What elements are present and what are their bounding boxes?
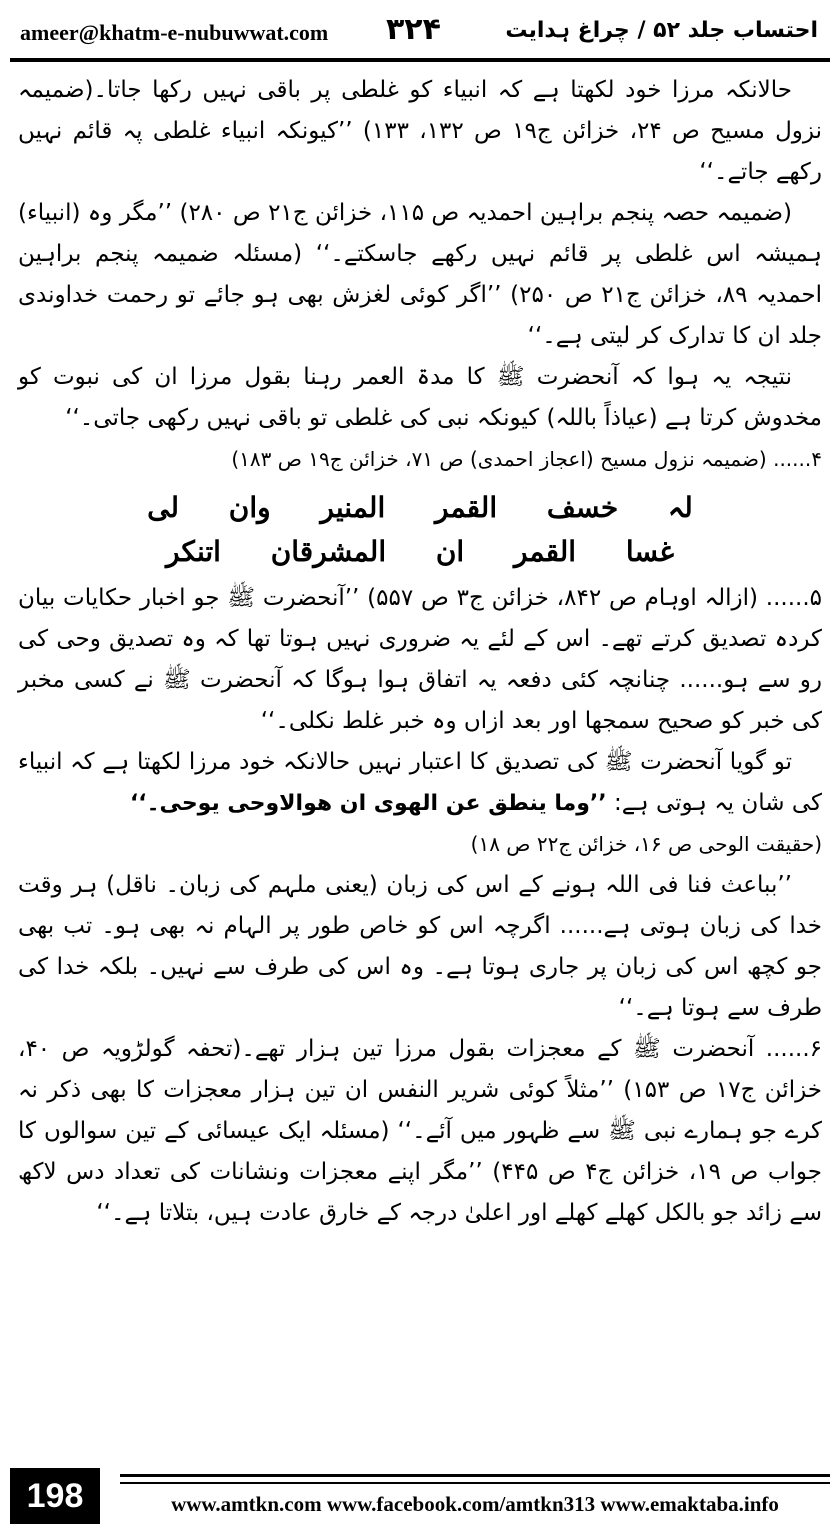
footer-rule-thin (120, 1482, 830, 1484)
page-footer (10, 1468, 830, 1530)
footer-links: www.amtkn.com www.facebook.com/amtkn313 www.emaktaba.info (171, 1492, 779, 1516)
paragraph-1: حالانکہ مرزا خود لکھتا ہے کہ انبیاء کو غلطی پر باقی نہیں رکھا جاتا۔(ضمیمہ نزول مسیح ص ۲۴، خزائن ج۱۹ ص ۱۳۲، ۱۳۳) ’’کیونکہ انبیاء غلطی پہ قائم نہیں رکھے جاتے۔‘‘ (18, 77, 823, 185)
reference-4: ۴...... (ضمیمہ نزول مسیح (اعجاز احمدی) ص ۷۱، خزائن ج۱۹ ص ۱۸۳) (231, 447, 822, 471)
paragraph-8: ۶...... آنحضرت ﷺ کے معجزات بقول مرزا تین ہزار تھے۔(تحفہ گولڑویہ ص ۴۰، خزائن ج۱۷ ص ۱۵۳) ’’مثلاً کوئی شریر النفس ان تین ہزار معجزات کا بھی ذکر نہ کرے جو ہمارے نبی ﷺ سے ظہور میں آئے۔‘‘ (مسئلہ ایک عیسائی کے تین سوالوں کا جواب ص ۱۹، خزائن ج۴ ص ۴۴۵) ’’مگر اپنے معجزات ونشانات کی تعداد دس لاکھ سے زائد جو بالکل کھلے کھلے اور اعلیٰ درجہ کے خارق عادت ہیں، بتلاتا ہے۔‘‘ (18, 1036, 823, 1226)
paragraph-2: (ضمیمہ حصہ پنجم براہین احمدیہ ص ۱۱۵، خزائن ج۲۱ ص ۲۸۰) ’’مگر وہ (انبیاء) ہمیشہ اس غلطی پر قائم نہیں رکھے جاسکتے۔‘‘ (مسئلہ ضمیمہ پنجم براہین احمدیہ ۸۹، خزائن ج۲۱ ص ۲۵۰) ’’اگر کوئی لغزش بھی ہو جائے تو رحمت خداوندی جلد ان کا تدارک کر لیتی ہے۔‘‘ (18, 200, 823, 349)
verse-line-1: لہ خسف القمر المنیر وان لی (147, 491, 693, 524)
header-page-number: ۳۲۴ (386, 12, 441, 47)
page-body (18, 70, 822, 1440)
page-header (10, 8, 830, 54)
footer-rule (120, 1474, 830, 1477)
paragraph-3: نتیجہ یہ ہوا کہ آنحضرت ﷺ کا مدۃ العمر رہنا بقول مرزا ان کی نبوت کو مخدوش کرتا ہے (عیاذاً باللہ) کیونکہ نبی کی غلطی تو باقی نہیں رکھی جاتی۔‘‘ (18, 364, 822, 431)
paragraph-6-text: تو گویا آنحضرت ﷺ کی تصدیق کا اعتبار نہیں حالانکہ خود مرزا لکھتا ہے کہ انبیاء کی شان یہ ہوتی ہے: (18, 749, 822, 816)
header-book-title: احتساب جلد ۵۲ / چراغ ہدایت (505, 18, 818, 43)
paragraph-6 (18, 742, 822, 824)
quran-verse: ’’وما ینطق عن الهوی ان هوالاوحی یوحی۔‘‘ (129, 791, 607, 816)
verse-line-2: غسا القمر ان المشرقان اتنکر (166, 535, 674, 568)
header-email: ameer@khatm-e-nubuwwat.com (20, 20, 329, 45)
reference-haqiqat: (حقیقت الوحی ص ۱۶، خزائن ج۲۲ ص ۱۸) (470, 832, 822, 856)
paragraph-5: ۵...... (ازالہ اوہام ص ۸۴۲، خزائن ج۳ ص ۵۵۷) ’’آنحضرت ﷺ جو اخبار حکایات بیان کردہ تصدیق کرتے تھے۔ اس کے لئے یہ ضروری نہیں ہوتا تھا کہ وہ تصدیق وحی کی رو سے ہو...... چنانچہ کئی دفعہ یہ اتفاق ہوا ہوگا کہ آنحضرت ﷺ نے کسی مخبر کی خبر کو صحیح سمجھا اور بعد ازاں وہ خبر غلط نکلی۔‘‘ (18, 585, 823, 734)
arabic-verse (18, 486, 822, 574)
paragraph-7: ’’بباعث فنا فی اللہ ہونے کے اس کی زبان (یعنی ملہم کی زبان۔ ناقل) ہر وقت خدا کی زبان ہوتی ہے...... اگرچہ اس کو خاص طور پر الہام نہ بھی ہو۔ تب بھی جو کچھ اس کی زبان پر جاری ہوتا ہے۔ وہ اس کی طرف سے نہیں۔ بلکہ خدا کی طرف سے ہوتا ہے۔‘‘ (18, 872, 822, 1021)
header-rule (10, 58, 830, 62)
footer-page-number: 198 (10, 1468, 100, 1524)
